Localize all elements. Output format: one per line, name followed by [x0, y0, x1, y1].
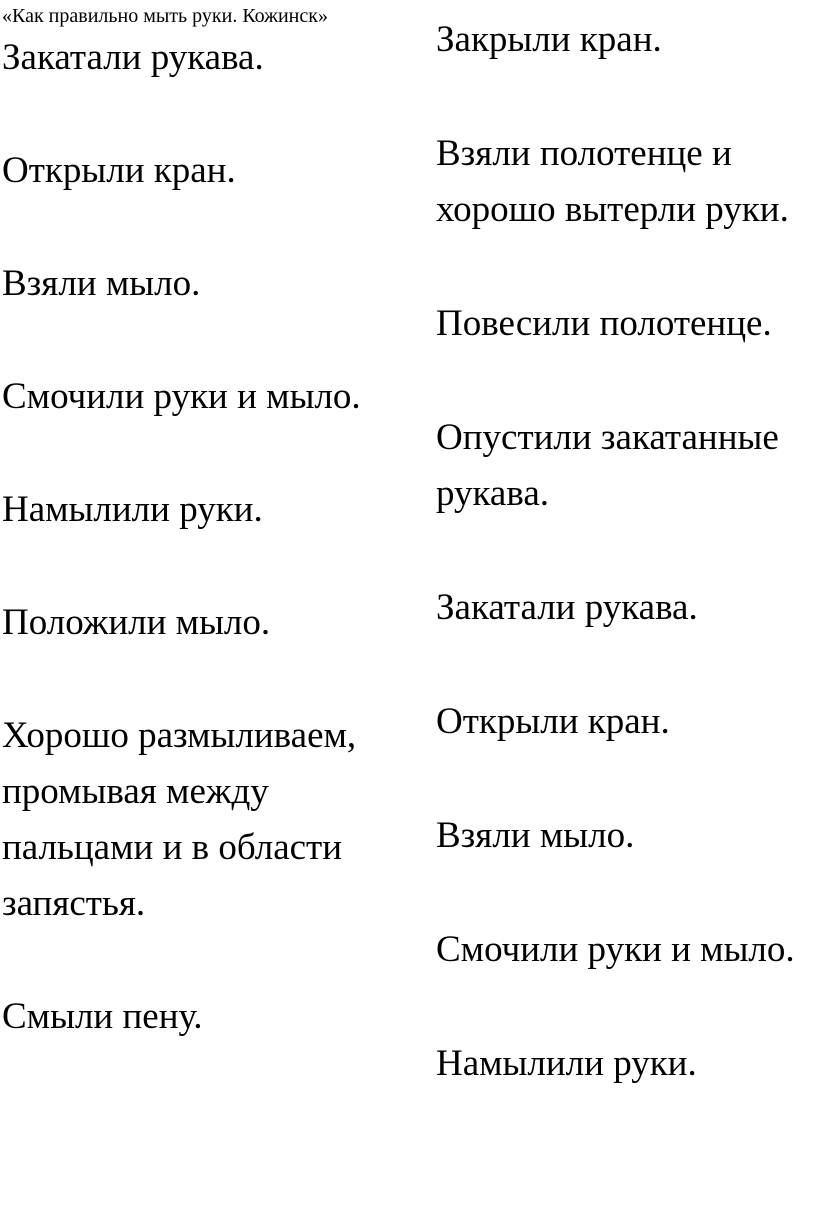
step-item: Намылили руки. [2, 489, 263, 530]
step-item: Взяли мыло. [2, 263, 201, 304]
document-caption: «Как правильно мыть руки. Кожинск» [2, 5, 328, 27]
step-item: Смочили руки и мыло. [436, 929, 795, 970]
step-item: Намылили руки. [436, 1043, 697, 1084]
step-item: Открыли кран. [2, 150, 236, 191]
step-item: Хорошо размыливаем, промывая между пальцами и в области запястья. [2, 715, 357, 924]
step-item: Закатали рукава. [2, 37, 264, 78]
right-column-steps [436, 12, 814, 1092]
step-item: Открыли кран. [436, 701, 670, 742]
step-item: Взяли мыло. [436, 815, 635, 856]
step-item: Опустили закатанные рукава. [436, 417, 779, 514]
step-item: Смочили руки и мыло. [2, 376, 361, 417]
left-column-steps [2, 30, 412, 1045]
step-item: Положили мыло. [2, 602, 271, 643]
step-item: Смыли пену. [2, 996, 203, 1037]
step-item: Закатали рукава. [436, 587, 698, 628]
step-item: Закрыли кран. [436, 19, 662, 60]
step-item: Повесили полотенце. [436, 303, 772, 344]
step-item: Взяли полотенце и хорошо вытерли руки. [436, 133, 789, 230]
